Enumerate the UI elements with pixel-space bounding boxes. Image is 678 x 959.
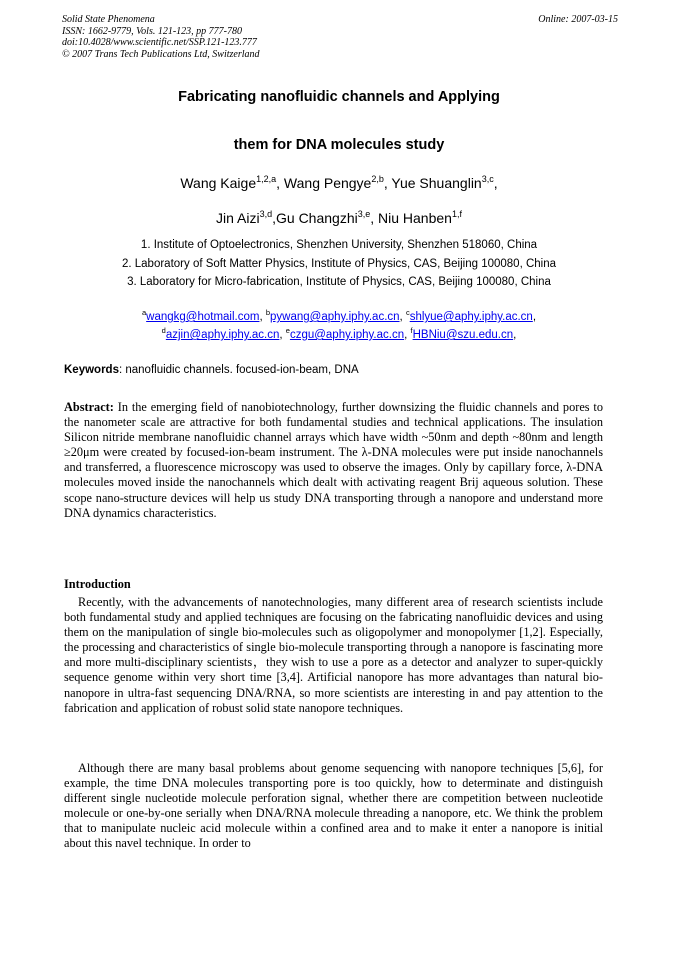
email-entry: $^b$pywang@aphy.iphy.ac.cn, [265, 308, 406, 323]
email-entry: $^e$czgu@aphy.iphy.ac.cn, [285, 326, 411, 341]
author-line-1 [0, 175, 678, 191]
paper-title-line-2: them for DNA molecules study [233, 137, 445, 153]
email-link[interactable]: HBNiu@szu.edu.cn [412, 329, 514, 341]
email-entry: $^f$HBNiu@szu.edu.cn, [410, 326, 517, 341]
abstract-paragraph [64, 400, 603, 521]
copyright-line: © 2007 Trans Tech Publications Ltd, Switzerland [62, 48, 260, 60]
affiliation-2: 2. Laboratory of Soft Matter Physics, Institute of Physics, CAS, Beijing 100080, China [121, 258, 557, 270]
journal-header [62, 14, 618, 60]
email-link[interactable]: czgu@aphy.iphy.ac.cn [289, 329, 405, 341]
paper-title-line-1: Fabricating nanofluidic channels and Applying [178, 89, 500, 105]
affiliation-1: 1. Institute of Optoelectronics, Shenzhen University, Shenzhen 518060, China [140, 239, 538, 251]
introduction-paragraph-2: Although there are many basal problems about genome sequencing with nanopore techniques [5,6], for example, the time DNA molecules transporting pore is too quickly, how to determinate and distinguish different single nucleotide molecule perforation signal, whether there are competition between nucleotide molecule or one-by-one serially when DNA/RNA molecule threading a nanopore, etc. We think the problem that to manipulate nucleic acid molecule within a confined area and to make it enter a nanopore is initial about this navel technique. In order to [64, 761, 603, 851]
author: Gu Changzhi$^{3,e}$, [276, 209, 379, 226]
introduction-paragraph-1: Recently, with the advancements of nanotechnologies, many different area of research scientists include both fundamental study and applied techniques are focusing on the fabricating nanofluidic devices and using them on the manipulation of single bio-molecules such as oligopolymer and monopolymer [1,2]. Especially, the processing and characteristics of single bio-molecule transporting through a nanopore is fascinating more and more multi-disciplinary scientists，they wish to use a pore as a detector and analyzer to super-quickly sequence genome within very short time [3,4]. Artificial nanopore has more advantages than natural bio-nanopore in ultra-fast sequencing DNA/RNA, so more scientists are interesting in and pay attention to the fabrication and application of robust solid state nanopore techniques. [64, 595, 603, 715]
author: Niu Hanben$^{1,f}$ [378, 209, 462, 226]
abstract-text: In the emerging field of nanobiotechnology, further downsizing the fluidic channels and pores to the nanometer scale are attractive for both fundamental studies and technical applications. The insulation Silicon nitride membrane nanofluidic channel arrays which have width ~50nm and depth ~80nm and length ≥20μm were created by focused-ion-beam instrument. The λ-DNA molecules were put inside nanochannels and transferred, a fluorescence microscopy was used to observe the images. Only by capillary force, λ-DNA molecules moved inside the nanochannels which dealt with activating reagent Brij aqueous solution. These scope nano-structure devices will help us study DNA transporting through a nanopore and understand more DNA dynamics characteristics. [64, 400, 603, 520]
author-line-2 [0, 210, 678, 226]
author: Wang Pengye$^{2,b}$, [283, 174, 392, 191]
author: Wang Kaige$^{1,2,a}$, [180, 174, 284, 191]
email-entry: $^c$shlyue@aphy.iphy.ac.cn, [405, 308, 537, 323]
email-link[interactable]: azjin@aphy.iphy.ac.cn [165, 329, 280, 341]
keywords-text: : nanofluidic channels. focused-ion-beam, DNA [118, 364, 359, 376]
email-link[interactable]: pywang@aphy.iphy.ac.cn [270, 311, 400, 323]
issn-line: ISSN: 1662-9779, Vols. 121-123, pp 777-780 [62, 25, 242, 37]
keywords-line [64, 364, 614, 376]
email-line-2 [0, 326, 678, 341]
email-entry: $^a$wangkg@hotmail.com, [141, 308, 266, 323]
abstract-label: Abstract: [64, 400, 114, 414]
journal-name: Solid State Phenomena [62, 14, 155, 25]
email-link[interactable]: wangkg@hotmail.com [146, 311, 260, 323]
email-entry: $^d$azjin@aphy.iphy.ac.cn, [161, 326, 286, 341]
author: Jin Aizi$^{3,d}$, [216, 209, 276, 226]
affiliation-3: 3. Laboratory for Micro-fabrication, Institute of Physics, CAS, Beijing 100080, China [127, 276, 551, 288]
introduction-heading: Introduction [64, 577, 131, 591]
email-line-1 [0, 308, 678, 323]
author: Yue Shuanglin$^{3,c}$, [391, 174, 498, 191]
keywords-label: Keywords [64, 364, 119, 376]
email-link[interactable]: shlyue@aphy.iphy.ac.cn [409, 311, 533, 323]
online-date: Online: 2007-03-15 [538, 14, 618, 25]
doi-line: doi:10.4028/www.scientific.net/SSP.121-123.777 [62, 37, 257, 48]
